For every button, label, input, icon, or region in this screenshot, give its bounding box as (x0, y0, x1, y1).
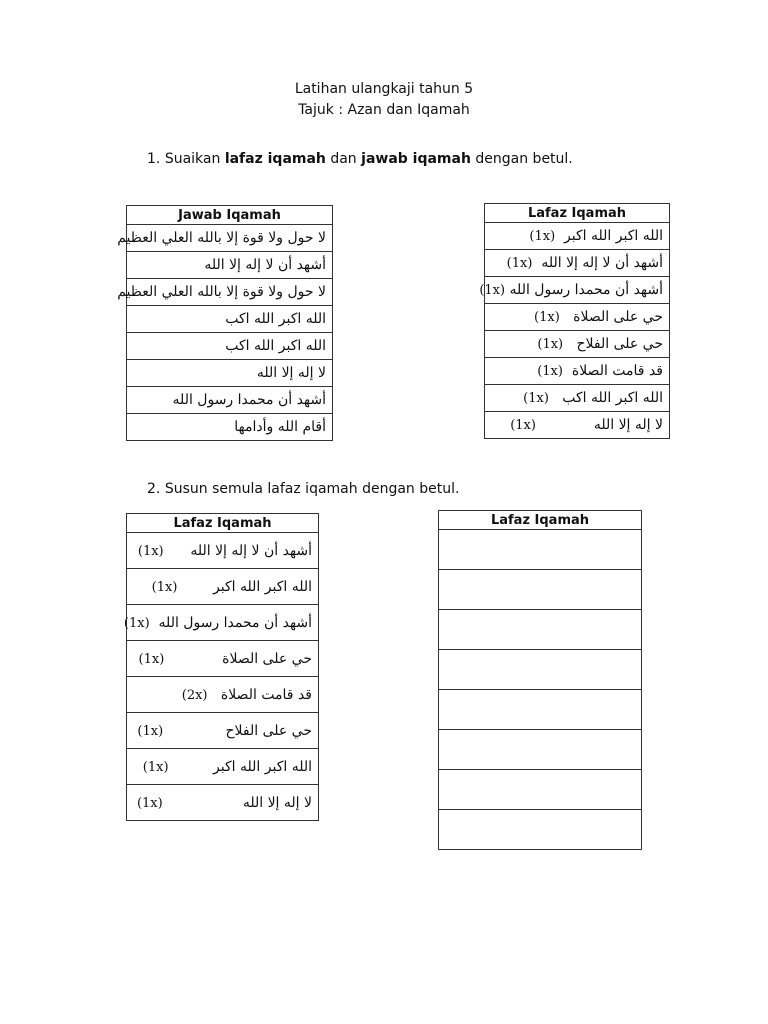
repeat-count: (1x) (136, 795, 163, 811)
table-cell (485, 412, 670, 439)
table-cell (485, 358, 670, 385)
lafaz-text: قد قامت الصلاة (571, 363, 663, 379)
lafaz-text: أشهد أن محمدا رسول الله (509, 282, 663, 298)
table-cell (127, 713, 319, 749)
answer-cell[interactable] (439, 810, 642, 850)
lafaz-text: أشهد أن لا إله إلا الله (190, 542, 312, 559)
question-number: 2. (147, 481, 161, 497)
lafaz-iqamah-table-1 (479, 203, 670, 439)
table-cell: لا حول ولا قوة إلا بالله العلي العظيم (127, 279, 333, 306)
question-text: Suaikan (164, 151, 221, 167)
lafaz-text: الله اكبر الله اكبر (564, 228, 663, 244)
question-text: Susun semula lafaz iqamah dengan betul. (164, 481, 460, 497)
repeat-count: (1x) (123, 615, 150, 631)
repeat-count: (1x) (523, 391, 549, 406)
lafaz-text: الله اكبر الله اكبر (213, 758, 312, 775)
repeat-count: (1x) (506, 256, 533, 271)
table-cell: لا حول ولا قوة إلا بالله العلي العظيم (127, 225, 333, 252)
repeat-count: (1x) (529, 229, 556, 244)
table-header: Lafaz Iqamah (485, 204, 670, 223)
question-bold: jawab iqamah (361, 151, 471, 167)
lafaz-text: حي على الصلاة (573, 309, 663, 325)
answer-cell[interactable] (439, 570, 642, 610)
table-cell (485, 250, 670, 277)
lafaz-text: حي على الصلاة (222, 650, 312, 667)
table-cell: الله اكبر الله اكب (127, 333, 333, 360)
lafaz-text: حي على الفلاح (576, 336, 663, 352)
answer-table (438, 510, 642, 850)
repeat-count: (1x) (534, 310, 560, 325)
lafaz-text: أشهد أن لا إله إلا الله (541, 255, 663, 271)
table-cell (127, 641, 319, 677)
table-header: Jawab Iqamah (127, 206, 333, 225)
repeat-count: (1x) (151, 579, 178, 595)
lafaz-text: قد قامت الصلاة (220, 686, 312, 703)
table-cell (123, 605, 319, 641)
table-cell (479, 277, 670, 304)
question-text: dan (330, 151, 357, 167)
repeat-count: (1x) (137, 723, 164, 739)
answer-cell[interactable] (439, 650, 642, 690)
repeat-count: (1x) (142, 759, 169, 775)
repeat-count: (1x) (537, 364, 563, 379)
lafaz-text: أشهد أن محمدا رسول الله (158, 614, 312, 631)
table-cell: أقام الله وأدامها (127, 414, 333, 441)
table-cell (127, 569, 319, 605)
table-cell: لا إله إلا الله (127, 360, 333, 387)
table-header: Lafaz Iqamah (439, 511, 642, 530)
table-cell (485, 385, 670, 412)
repeat-count: (1x) (510, 418, 536, 433)
jawab-iqamah-table (117, 205, 333, 441)
answer-cell[interactable] (439, 770, 642, 810)
question-number: 1. (147, 151, 161, 167)
question-bold: lafaz iqamah (224, 151, 326, 167)
table-cell (485, 223, 670, 250)
repeat-count: (1x) (138, 651, 165, 667)
lafaz-iqamah-table-2 (123, 513, 319, 821)
table-cell (127, 749, 319, 785)
table-cell (127, 677, 319, 713)
question-2 (147, 481, 459, 497)
question-text: dengan betul. (475, 151, 573, 167)
lafaz-text: الله اكبر الله اكبر (213, 578, 312, 595)
lafaz-text: لا إله إلا الله (242, 794, 312, 811)
lafaz-text: حي على الفلاح (225, 722, 312, 739)
worksheet-topic: Tajuk : Azan dan Iqamah (298, 102, 470, 118)
lafaz-text: الله اكبر الله اكب (562, 390, 663, 406)
table-cell: الله اكبر الله اكب (127, 306, 333, 333)
table-cell (485, 331, 670, 358)
table-cell: أشهد أن محمدا رسول الله (127, 387, 333, 414)
table-cell (127, 785, 319, 821)
repeat-count: (2x) (181, 687, 208, 703)
answer-cell[interactable] (439, 530, 642, 570)
worksheet-title: Latihan ulangkaji tahun 5 (294, 81, 474, 97)
repeat-count: (1x) (479, 283, 506, 298)
question-1 (147, 151, 573, 167)
answer-cell[interactable] (439, 690, 642, 730)
table-cell (127, 533, 319, 569)
answer-cell[interactable] (439, 610, 642, 650)
repeat-count: (1x) (537, 337, 564, 352)
table-header: Lafaz Iqamah (127, 514, 319, 533)
table-cell (485, 304, 670, 331)
lafaz-text: لا إله إلا الله (593, 417, 663, 433)
repeat-count: (1x) (137, 543, 164, 559)
answer-cell[interactable] (439, 730, 642, 770)
table-cell: أشهد أن لا إله إلا الله (127, 252, 333, 279)
